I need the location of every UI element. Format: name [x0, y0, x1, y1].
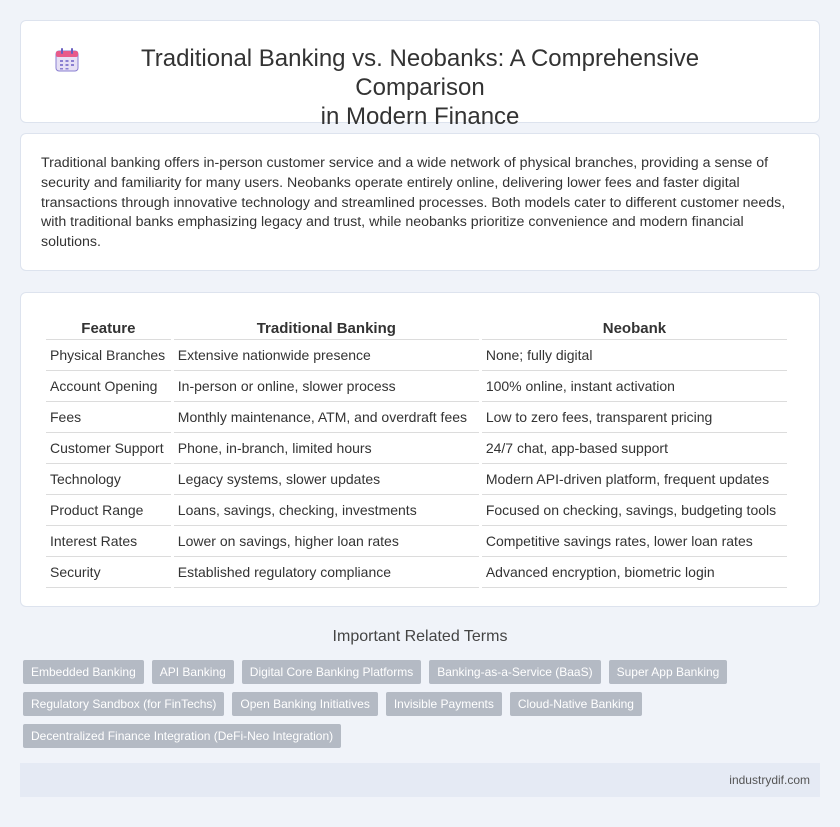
- cell-feature: Product Range: [46, 495, 171, 526]
- cell-neobank: Competitive savings rates, lower loan rates: [482, 526, 787, 557]
- cell-traditional: Extensive nationwide presence: [174, 340, 479, 371]
- table-row: [46, 433, 787, 464]
- intro-card: [20, 133, 820, 271]
- cell-neobank: None; fully digital: [482, 340, 787, 371]
- cell-feature: Account Opening: [46, 371, 171, 402]
- cell-traditional: Loans, savings, checking, investments: [174, 495, 479, 526]
- cell-feature: Technology: [46, 464, 171, 495]
- table-row: [46, 371, 787, 402]
- related-term-tag[interactable]: Open Banking Initiatives: [232, 692, 377, 716]
- cell-neobank: Focused on checking, savings, budgeting tools: [482, 495, 787, 526]
- cell-neobank: 100% online, instant activation: [482, 371, 787, 402]
- page-title-line-2: in Modern Finance: [320, 103, 520, 130]
- related-terms-title: Important Related Terms: [332, 628, 508, 645]
- header-traditional: Traditional Banking: [174, 314, 479, 340]
- cell-feature: Fees: [46, 402, 171, 433]
- intro-paragraph: Traditional banking offers in-person customer service and a wide network of physical branches, providing a sense of security and familiarity for many users. Neobanks operate entirely online, delivering lower fees and faster digital transactions through innovative technology and streamlined processes. Both models cater to different customer needs, with traditional banks emphasizing legacy and trust, while neobanks prioritize convenience and modern financial solutions.: [41, 155, 786, 251]
- table-row: [46, 557, 787, 588]
- related-term-tag[interactable]: Invisible Payments: [386, 692, 502, 716]
- cell-feature: Security: [46, 557, 171, 588]
- cell-feature: Interest Rates: [46, 526, 171, 557]
- comparison-table: [43, 314, 790, 588]
- cell-traditional: Established regulatory compliance: [174, 557, 479, 588]
- cell-traditional: Lower on savings, higher loan rates: [174, 526, 479, 557]
- cell-neobank: Advanced encryption, biometric login: [482, 557, 787, 588]
- related-terms-list: [23, 660, 813, 748]
- related-term-tag[interactable]: Cloud-Native Banking: [510, 692, 642, 716]
- comparison-card: [20, 292, 820, 607]
- table-row: [46, 340, 787, 371]
- cell-traditional: In-person or online, slower process: [174, 371, 479, 402]
- related-term-tag[interactable]: Decentralized Finance Integration (DeFi-Neo Integration): [23, 724, 341, 748]
- related-term-tag[interactable]: API Banking: [152, 660, 234, 684]
- related-term-tag[interactable]: Digital Core Banking Platforms: [242, 660, 421, 684]
- cell-traditional: Monthly maintenance, ATM, and overdraft fees: [174, 402, 479, 433]
- cell-neobank: Modern API-driven platform, frequent updates: [482, 464, 787, 495]
- cell-neobank: 24/7 chat, app-based support: [482, 433, 787, 464]
- table-header-row: [46, 314, 787, 340]
- header-neobank: Neobank: [482, 314, 787, 340]
- table-body: [46, 340, 787, 588]
- related-term-tag[interactable]: Super App Banking: [609, 660, 728, 684]
- footer-site: industrydif.com: [729, 773, 810, 787]
- table-row: [46, 464, 787, 495]
- cell-feature: Physical Branches: [46, 340, 171, 371]
- table-row: [46, 402, 787, 433]
- related-term-tag[interactable]: Regulatory Sandbox (for FinTechs): [23, 692, 224, 716]
- header-card: [20, 20, 820, 130]
- table-row: [46, 495, 787, 526]
- related-term-tag[interactable]: Embedded Banking: [23, 660, 144, 684]
- footer: [20, 763, 820, 797]
- page-title-line-1: Traditional Banking vs. Neobanks: A Comprehensive Comparison: [140, 45, 700, 101]
- header-feature: Feature: [46, 314, 171, 340]
- cell-neobank: Low to zero fees, transparent pricing: [482, 402, 787, 433]
- related-term-tag[interactable]: Banking-as-a-Service (BaaS): [429, 660, 600, 684]
- cell-traditional: Phone, in-branch, limited hours: [174, 433, 479, 464]
- page-title: [21, 44, 819, 131]
- cell-traditional: Legacy systems, slower updates: [174, 464, 479, 495]
- cell-feature: Customer Support: [46, 433, 171, 464]
- table-row: [46, 526, 787, 557]
